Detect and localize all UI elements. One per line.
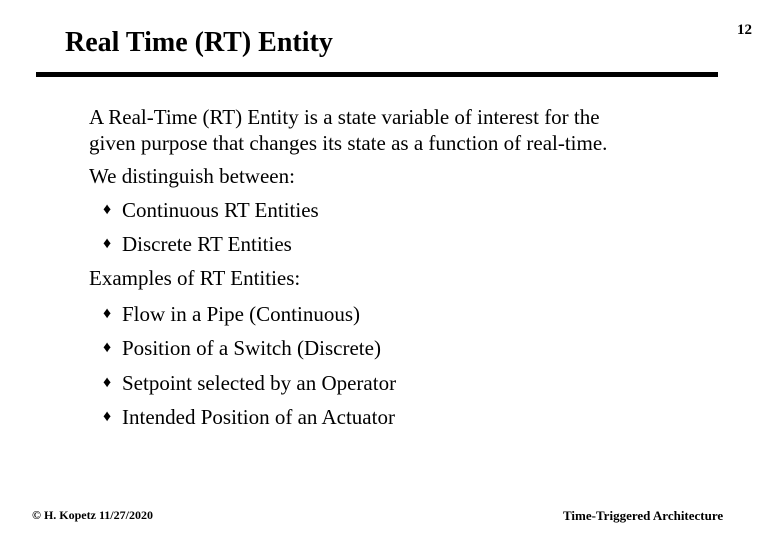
definition-line-2: given purpose that changes its state as a function of real-time.: [89, 131, 608, 155]
bullet-icon: ♦: [103, 339, 112, 356]
slide-title: Real Time (RT) Entity: [65, 27, 333, 58]
bullet-icon: ♦: [103, 374, 112, 391]
bullet-icon: ♦: [103, 408, 112, 425]
kind-item: Discrete RT Entities: [122, 232, 292, 256]
bullet-icon: ♦: [103, 201, 112, 218]
definition-line-1: A Real-Time (RT) Entity is a state variable of interest for the: [89, 105, 600, 129]
example-item: Position of a Switch (Discrete): [122, 336, 381, 360]
distinguish-intro: We distinguish between:: [89, 164, 295, 188]
example-item: Setpoint selected by an Operator: [122, 371, 397, 395]
examples-intro: Examples of RT Entities:: [89, 266, 301, 290]
footer-copyright: © H. Kopetz 11/27/2020: [32, 508, 153, 522]
example-item: Intended Position of an Actuator: [122, 405, 395, 429]
page-number: 12: [737, 22, 752, 38]
footer-course: Time-Triggered Architecture: [563, 508, 724, 523]
bullet-icon: ♦: [103, 235, 112, 252]
bullet-icon: ♦: [103, 305, 112, 322]
example-item: Flow in a Pipe (Continuous): [122, 302, 361, 326]
kind-item: Continuous RT Entities: [122, 198, 319, 222]
title-rule: [36, 72, 718, 77]
